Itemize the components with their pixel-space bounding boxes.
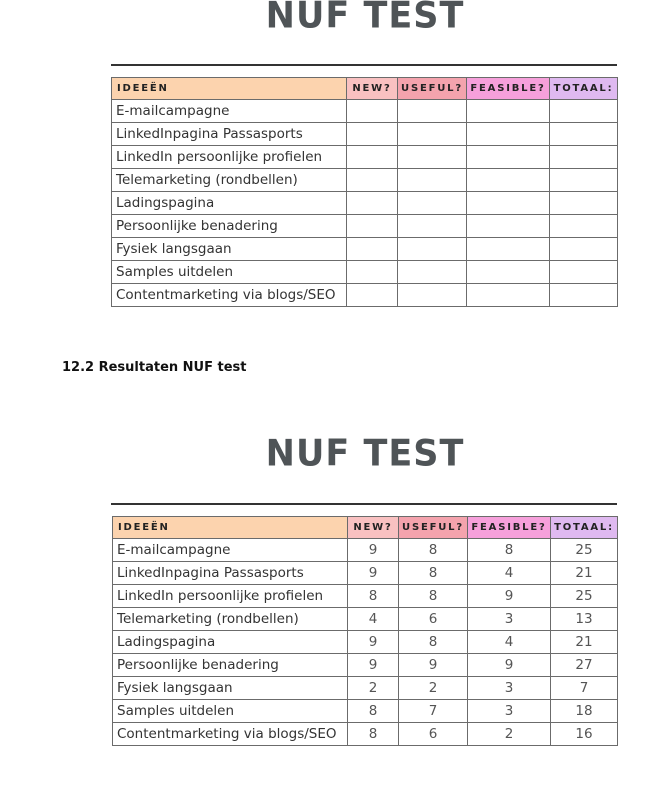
total-cell: 7 (551, 677, 618, 700)
useful-cell: 8 (399, 539, 468, 562)
idea-cell: Ladingspagina (112, 192, 347, 215)
idea-cell: LinkedInpagina Passasports (112, 123, 347, 146)
total-cell (550, 215, 618, 238)
total-cell (550, 238, 618, 261)
table-row (113, 631, 618, 654)
feasible-cell: 3 (468, 677, 551, 700)
total-cell (550, 146, 618, 169)
new-cell (347, 261, 398, 284)
feasible-cell: 9 (468, 654, 551, 677)
idea-cell: E-mailcampagne (112, 100, 347, 123)
nuf-table-empty (111, 77, 618, 307)
idea-cell: Fysiek langsgaan (112, 238, 347, 261)
idea-cell: Fysiek langsgaan (113, 677, 348, 700)
idea-cell: Contentmarketing via blogs/SEO (113, 723, 348, 746)
useful-cell (398, 284, 467, 307)
feasible-cell: 8 (468, 539, 551, 562)
useful-cell: 8 (399, 585, 468, 608)
idea-cell: Ladingspagina (113, 631, 348, 654)
idea-cell: Persoonlijke benadering (113, 654, 348, 677)
useful-cell (398, 192, 467, 215)
new-cell: 9 (348, 654, 399, 677)
table-row (112, 123, 618, 146)
header-feasible: FEASIBLE? (467, 78, 550, 100)
feasible-cell: 2 (468, 723, 551, 746)
new-cell: 2 (348, 677, 399, 700)
useful-cell (398, 146, 467, 169)
total-cell: 13 (551, 608, 618, 631)
section-heading: 12.2 Resultaten NUF test (62, 360, 247, 375)
idea-cell: LinkedIn persoonlijke profielen (113, 585, 348, 608)
page-title-results: NUF TEST (265, 433, 465, 475)
useful-cell (398, 261, 467, 284)
idea-cell: Contentmarketing via blogs/SEO (112, 284, 347, 307)
feasible-cell: 4 (468, 562, 551, 585)
feasible-cell (467, 238, 550, 261)
total-cell (550, 123, 618, 146)
total-cell: 16 (551, 723, 618, 746)
new-cell: 8 (348, 700, 399, 723)
header-new: NEW? (347, 78, 398, 100)
header-useful: USEFUL? (398, 78, 467, 100)
new-cell: 8 (348, 723, 399, 746)
header-useful: USEFUL? (399, 517, 468, 539)
feasible-cell (467, 146, 550, 169)
feasible-cell: 9 (468, 585, 551, 608)
useful-cell (398, 238, 467, 261)
idea-cell: Samples uitdelen (112, 261, 347, 284)
total-cell: 25 (551, 539, 618, 562)
new-cell (347, 284, 398, 307)
table-row (113, 723, 618, 746)
useful-cell: 9 (399, 654, 468, 677)
feasible-cell (467, 284, 550, 307)
useful-cell (398, 123, 467, 146)
idea-cell: E-mailcampagne (113, 539, 348, 562)
feasible-cell (467, 192, 550, 215)
new-cell: 9 (348, 631, 399, 654)
new-cell (347, 146, 398, 169)
table-row (113, 677, 618, 700)
new-cell (347, 238, 398, 261)
idea-cell: Telemarketing (rondbellen) (113, 608, 348, 631)
total-cell: 21 (551, 562, 618, 585)
table-row (112, 284, 618, 307)
new-cell: 9 (348, 562, 399, 585)
table-row (112, 215, 618, 238)
feasible-cell (467, 261, 550, 284)
total-cell (550, 169, 618, 192)
useful-cell (398, 215, 467, 238)
idea-cell: Telemarketing (rondbellen) (112, 169, 347, 192)
table-header-row (112, 78, 618, 100)
useful-cell (398, 100, 467, 123)
idea-cell: Samples uitdelen (113, 700, 348, 723)
header-total: TOTAAL: (551, 517, 618, 539)
header-ideas: IDEEËN (113, 517, 348, 539)
new-cell: 4 (348, 608, 399, 631)
table-row (113, 539, 618, 562)
feasible-cell (467, 169, 550, 192)
table-row (112, 146, 618, 169)
useful-cell: 2 (399, 677, 468, 700)
header-new: NEW? (348, 517, 399, 539)
new-cell: 9 (348, 539, 399, 562)
total-cell (550, 100, 618, 123)
table-row (113, 562, 618, 585)
useful-cell: 7 (399, 700, 468, 723)
table-row (112, 169, 618, 192)
feasible-cell: 3 (468, 700, 551, 723)
total-cell: 25 (551, 585, 618, 608)
total-cell (550, 284, 618, 307)
idea-cell: Persoonlijke benadering (112, 215, 347, 238)
feasible-cell (467, 215, 550, 238)
divider-top (111, 64, 617, 66)
total-cell (550, 192, 618, 215)
useful-cell: 8 (399, 631, 468, 654)
new-cell: 8 (348, 585, 399, 608)
nuf-table-results (112, 516, 618, 746)
new-cell (347, 215, 398, 238)
feasible-cell (467, 123, 550, 146)
table-row (112, 238, 618, 261)
idea-cell: LinkedIn persoonlijke profielen (112, 146, 347, 169)
total-cell: 27 (551, 654, 618, 677)
table-row (113, 700, 618, 723)
feasible-cell: 4 (468, 631, 551, 654)
total-cell: 18 (551, 700, 618, 723)
new-cell (347, 100, 398, 123)
new-cell (347, 169, 398, 192)
table-row (112, 100, 618, 123)
feasible-cell: 3 (468, 608, 551, 631)
new-cell (347, 192, 398, 215)
total-cell: 21 (551, 631, 618, 654)
useful-cell: 8 (399, 562, 468, 585)
divider-results (111, 503, 617, 505)
table-row (112, 261, 618, 284)
page-title-top: NUF TEST (265, 0, 465, 37)
useful-cell: 6 (399, 723, 468, 746)
table-row (113, 585, 618, 608)
idea-cell: LinkedInpagina Passasports (113, 562, 348, 585)
table-row (113, 608, 618, 631)
total-cell (550, 261, 618, 284)
new-cell (347, 123, 398, 146)
feasible-cell (467, 100, 550, 123)
useful-cell (398, 169, 467, 192)
header-total: TOTAAL: (550, 78, 618, 100)
header-feasible: FEASIBLE? (468, 517, 551, 539)
table-row (113, 654, 618, 677)
header-ideas: IDEEËN (112, 78, 347, 100)
table-row (112, 192, 618, 215)
useful-cell: 6 (399, 608, 468, 631)
table-header-row (113, 517, 618, 539)
